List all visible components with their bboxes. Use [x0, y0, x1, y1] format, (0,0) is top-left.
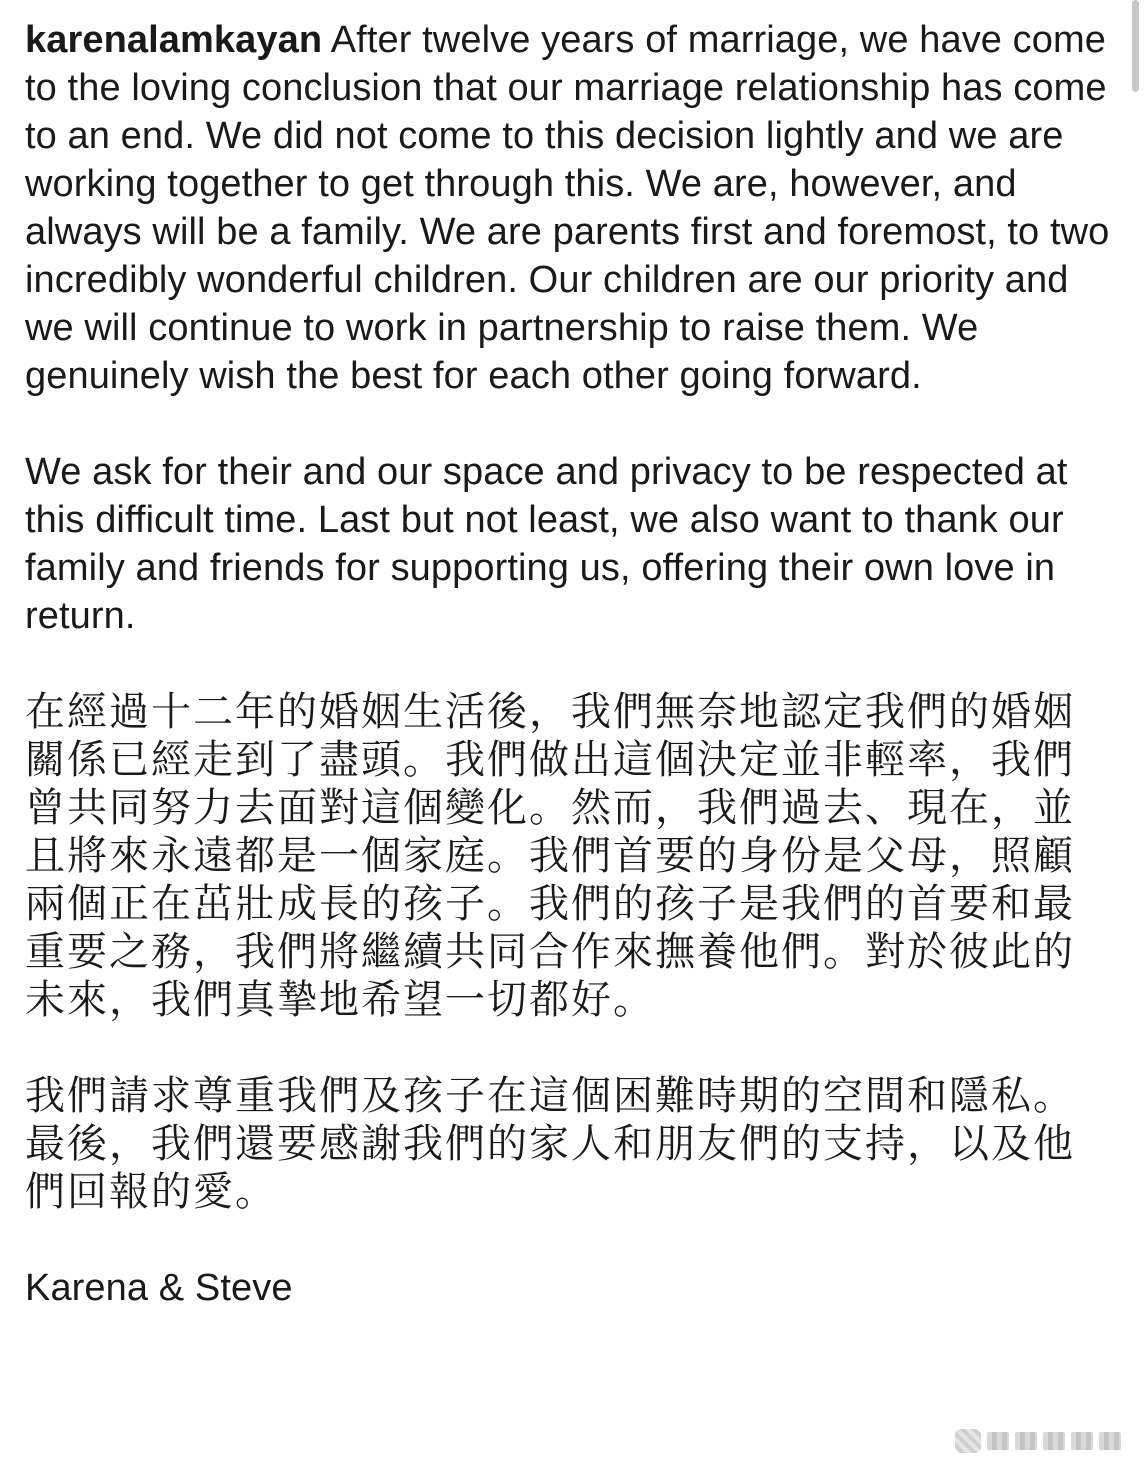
weibo-watermark-icon — [955, 1429, 981, 1453]
watermark-blur-block — [1099, 1432, 1121, 1450]
caption-paragraph-english-2: We ask for their and our space and privacy to be respected at this difficult time. Last but not least, we also want to thank our family and friends for supporting us, offering their own love in return. — [25, 451, 1068, 637]
watermark-blur-block — [1043, 1432, 1065, 1450]
watermark-blur-block — [1071, 1432, 1093, 1450]
post-caption — [25, 16, 1110, 1312]
caption-text-english-1: After twelve years of marriage, we have come to the loving conclusion that our marriage relationship has come to an end. We did not come to this decision lightly and we are working together to get through this. We are, however, and always will be a family. We are parents first and foremost, to two incredibly wonderful children. Our children are our priority and we will continue to work in partnership to raise them. We genuinely wish the best for each other going forward. — [25, 19, 1110, 397]
scrollbar[interactable] — [1132, 0, 1139, 92]
caption-paragraph-chinese-1: 在經過十二年的婚姻生活後，我們無奈地認定我們的婚姻關係已經走到了盡頭。我們做出這個決定並非輕率，我們曾共同努力去面對這個變化。然而，我們過去、現在，並且將來永遠都是一個家庭。我們首要的身份是父母，照顧兩個正在茁壯成長的孩子。我們的孩子是我們的首要和最重要之務，我們將繼續共同合作來撫養他們。對於彼此的未來，我們真摯地希望一切都好。 — [25, 689, 1075, 1023]
watermark-blur-block — [1015, 1432, 1037, 1450]
watermark-blur-block — [987, 1432, 1009, 1450]
username-link[interactable]: karenalamkayan — [25, 19, 323, 61]
signature: Karena & Steve — [25, 1267, 293, 1309]
watermark — [955, 1429, 1121, 1453]
caption-paragraph-chinese-2: 我們請求尊重我們及孩子在這個困難時期的空間和隱私。最後，我們還要感謝我們的家人和朋友們的支持，以及他們回報的愛。 — [25, 1073, 1075, 1215]
caption-paragraph-english-1 — [25, 16, 1110, 400]
